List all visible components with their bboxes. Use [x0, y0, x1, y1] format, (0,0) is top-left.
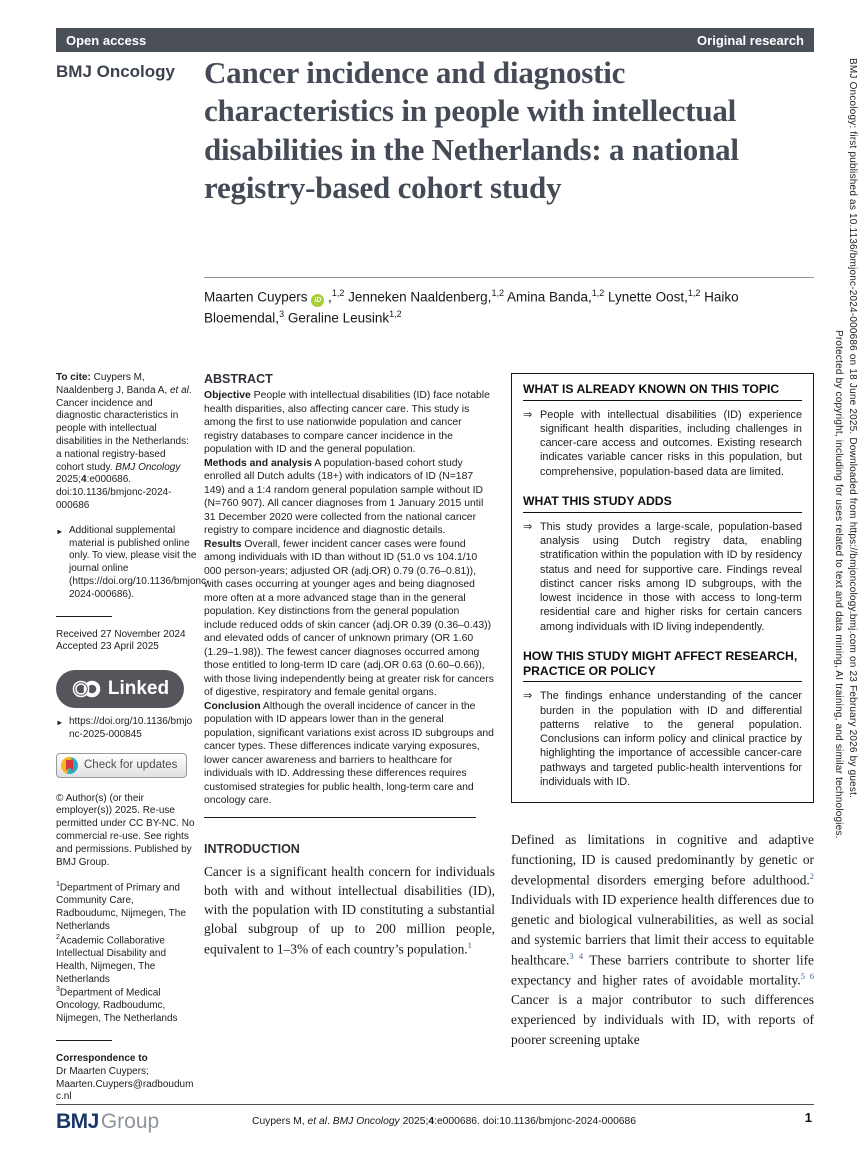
footer-divider: [56, 1104, 814, 1105]
article-title: Cancer incidence and diagnostic characteristics in people with intellectual disabilities in the Netherlands: a national registry-based cohort study: [204, 55, 739, 206]
correspondence-block: [56, 1053, 196, 1104]
abstract-objective: Objective People with intellectual disabilities (ID) face notable health disparities, also affecting cancer care. This study is among the first to use nationwide population and cancer registry databases to compare cancer incidence in the population with ID and the general population.: [204, 390, 490, 456]
vertical-copyright-note: Protected by copyright, including for uses related to text and data mining, AI training, and similar technologies.: [833, 330, 844, 839]
supplemental-text: Additional supplemental material is published online only. To view, please visit the journal online (https://doi.org/10.1136/bmjonc-2024-000686).: [69, 524, 210, 600]
box-heading-adds: WHAT THIS STUDY ADDS: [523, 488, 802, 513]
title-divider: [204, 277, 814, 278]
original-research-label: Original research: [697, 32, 804, 48]
box-bullet-adds-text: This study provides a large-scale, population-based analysis using Dutch registry data, enabling stratification within the population with ID by residency status and need for supportive care. Findings reveal distinct cancer risks among ID subgroups, with the lowest incidence in those with access to long-term residential care and higher risks for certain cancers among individuals with ID living independently.: [540, 520, 802, 633]
sidebar-divider: [56, 1040, 112, 1041]
abstract-heading: ABSTRACT: [204, 372, 273, 386]
affiliation-2: $^2$Academic Collaborative Intellectual Disability and Health, Nijmegen, The Netherlands: [56, 933, 167, 985]
open-access-label: Open access: [66, 32, 147, 48]
introduction-heading: INTRODUCTION: [204, 841, 300, 856]
correspondence-text[interactable]: Dr Maarten Cuypers; Maarten.Cuypers@radboudumc.nl: [56, 1065, 194, 1103]
reference-link[interactable]: 3 4: [569, 950, 584, 961]
copyright-notice: © Author(s) (or their employer(s)) 2025. Re-use permitted under CC BY-NC. No commercial re-use. See rights and permissions. Published by BMJ Group.: [56, 792, 195, 868]
to-cite-block: To cite: Cuypers M, Naaldenberg J, Banda A, et al. Cancer incidence and diagnostic characteristics in people with intellectual disabilities in the Netherlands: a national registry-based cohort study. BMJ Oncology 2025;4:e000686. doi:10.1136/bmjonc-2024-000686: [56, 372, 192, 511]
introduction-paragraph: Cancer is a significant health concern for individuals both with and without intellectual disabilities (ID), with the population with ID constituting a substantial global subgroup of up to 200 million people, equivalent to 1–3% of each country’s population.$^1$: [204, 863, 495, 957]
check-for-updates-label: Check for updates: [84, 758, 178, 771]
left-sidebar: [56, 372, 210, 1104]
vertical-publication-note: BMJ Oncology: first published as 10.1136/bmjonc-2024-000686 on 18 June 2025. Downloaded from https://bmjoncology.bmj.com on 23 February 2026 by guest.: [847, 58, 858, 799]
authors-line: Maarten Cuypers iD ,$^{1,2}$ Jenneken Naaldenberg,$^{1,2}$ Amina Banda,$^{1,2}$ Lynette Oost,$^{1,2}$ Haiko Bloemendal,$^3$ Geraline Leusink$^{1,2}$: [204, 288, 739, 326]
bmj-group-logo: [56, 1110, 159, 1134]
abstract-methods: Methods and analysis A population-based cohort study enrolled all Dutch adults (18+) with indicators of ID (N=187 149) and a 1:4 random general population sample without ID (N=760 907). All cancer diagnoses from 1 January 2015 until 31 December 2020 were collected from the national cancer registry to compare incidence and diagnostic details.: [204, 457, 484, 537]
box-bullet-affect-text: The findings enhance understanding of the cancer burden in the population with ID and differential patterns relative to the general population. Conclusions can inform policy and clinical practice by highlighting the importance of accessible cancer-care pathways and targeted public-health interventions for individuals with ID.: [540, 690, 802, 788]
affiliation-1: $^1$Department of Primary and Community Care, Radboudumc, Nijmegen, The Netherlands: [56, 881, 186, 933]
double-arrow-icon: ⇒: [523, 690, 533, 703]
journal-name: BMJ Oncology: [56, 62, 176, 81]
top-banner: [56, 28, 814, 52]
footer-citation: Cuypers M, et al. BMJ Oncology 2025;4:e000686. doi:10.1136/bmjonc-2024-000686: [252, 1116, 636, 1127]
bmj-logo-text: BMJ: [56, 1110, 99, 1133]
linked-doi-link[interactable]: https://doi.org/10.1136/bmjonc-2025-000845: [69, 716, 193, 740]
double-arrow-icon: ⇒: [523, 520, 533, 533]
correspondence-label: Correspondence to: [56, 1053, 148, 1065]
affiliations-block: [56, 881, 196, 1026]
linked-doi-row: [56, 716, 196, 742]
orcid-icon[interactable]: iD: [311, 294, 324, 307]
reference-link[interactable]: 1: [467, 939, 472, 950]
box-heading-known: WHAT IS ALREADY KNOWN ON THIS TOPIC: [523, 379, 802, 401]
linked-badge-label: Linked: [107, 677, 170, 699]
abstract-conclusion: Conclusion Although the overall incidence of cancer in the population with ID appears lower than in the general population, significant variations exist across ID subgroups and cancer types. These differences indicate varying exposures, lower cancer awareness and barriers to healthcare for individuals with ID. Addressing these differences requires customised strategies for public health, long-term care and oncology care.: [204, 700, 494, 807]
box-heading-affect: HOW THIS STUDY MIGHT AFFECT RESEARCH, PRACTICE OR POLICY: [523, 643, 802, 682]
crossmark-icon: [61, 757, 78, 774]
box-bullet-adds: [523, 520, 802, 634]
page-number: 1: [804, 1110, 812, 1125]
accepted-date: Accepted 23 April 2025: [56, 641, 159, 653]
box-bullet-affect: [523, 689, 802, 789]
body-paragraph: Defined as limitations in cognitive and adaptive functioning, ID is caused predominantly by genetic or developmental disorders emerging before adulthood.$^2$ Individuals with ID experience health differences due to genetic and biological vulnerabilities, as well as social and systemic barriers that limit their access to equitable healthcare.$^{3 4}$ These barriers contribute to shorter life expectancy and higher rates of avoidable mortality.$^{5 6}$ Cancer is a major contributor to such differences experienced by individuals with ID, with reports of poorer screening uptake: [511, 832, 814, 1047]
abstract-results: Results Overall, fewer incident cancer cases were found among individuals with ID than without ID (51.0 vs 104.1/10 000 person-years; adjusted OR (adj.OR) 0.79 (0.76–0.81)), with cases occurring at younger ages and being diagnosed more often at a more advanced stage than in the general population. Key distinctions from the general population include reduced odds of skin cancer (adj.OR 0.39 (0.36–0.43)) and elevated odds of cancer of unknown primary (OR 1.60 (1.29–1.98)). The fewest cancer diagnoses occurred among those entitled to long-term ID care (adj.OR 0.63 (0.60–0.66)), with those living independently being at greater risk for cancers of digestive, respiratory and female genital organs.: [204, 538, 494, 699]
key-findings-box: [511, 373, 814, 803]
chain-link-icon: [71, 679, 103, 699]
reference-link[interactable]: 5 6: [800, 970, 814, 981]
triangle-marker-icon: ►: [56, 718, 64, 728]
sidebar-divider: [56, 616, 112, 617]
triangle-marker-icon: ►: [56, 526, 64, 536]
crossmark-bookmark: [66, 760, 73, 771]
abstract-column: [204, 372, 495, 958]
supplemental-note: [56, 524, 210, 602]
affiliation-3: $^3$Department of Medical Oncology, Radboudumc, Nijmegen, The Netherlands: [56, 986, 178, 1025]
double-arrow-icon: ⇒: [523, 408, 533, 421]
box-bullet-known: [523, 408, 802, 479]
group-logo-text: Group: [100, 1110, 160, 1133]
check-for-updates-button[interactable]: [56, 753, 187, 778]
abstract-divider: [204, 817, 476, 818]
reference-link[interactable]: 2: [809, 870, 814, 881]
received-date: Received 27 November 2024: [56, 628, 186, 640]
box-bullet-known-text: People with intellectual disabilities (ID) experience significant health disparities, including challenges in cancer-care access and outcomes. Existing research indicates variable cancer risks in this population, but comprehensive, population-based data are limited.: [540, 408, 802, 478]
right-column: [511, 373, 814, 1050]
linked-badge[interactable]: [56, 670, 184, 708]
